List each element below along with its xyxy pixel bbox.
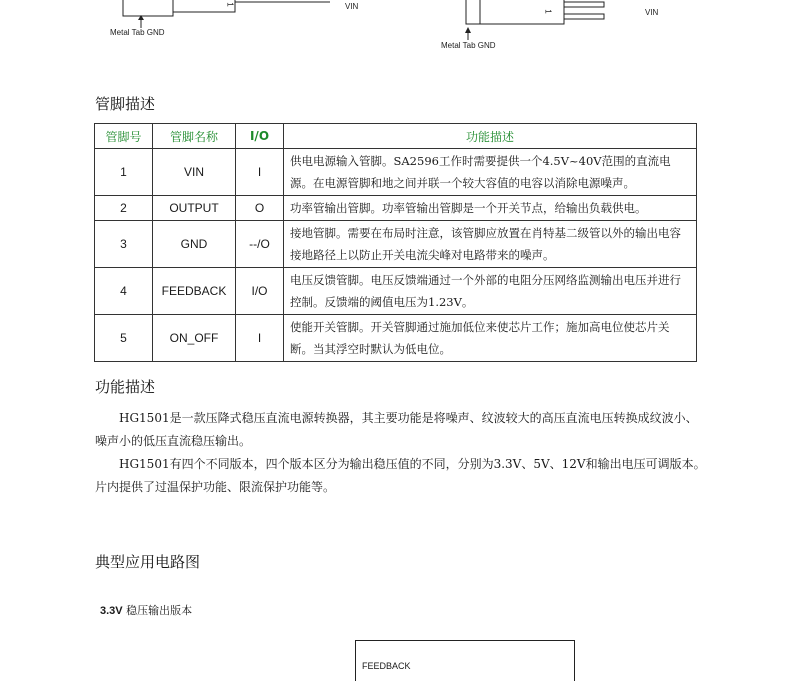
pin-io: I <box>236 315 284 362</box>
circuit-version-label: 稳压输出版本 <box>122 604 193 617</box>
package-body-left <box>123 0 173 16</box>
lead-right-2 <box>564 14 604 19</box>
function-paragraph-1: HG1501是一款压降式稳压直流电源转换器，其主要功能是将噪声、纹波较大的高压直流电压转换成纹波小、噪声小的低压直流稳压输出。 <box>95 411 698 448</box>
circuit-diagram-box <box>355 640 575 681</box>
pin-description: 功率管输出管脚。功率管输出管脚是一个开关节点，给输出负载供电。 <box>284 196 697 221</box>
circuit-section-title: 典型应用电路图 <box>95 553 201 571</box>
table-row <box>95 196 697 221</box>
package-body-right <box>466 0 480 24</box>
pin-name: ON_OFF <box>153 315 236 362</box>
pin-description: 供电电源输入管脚。SA2596工作时需要提供一个4.5V~40V范围的直流电源。在电源管脚和地之间并联一个较大容值的电容以消除电源噪声。 <box>284 149 697 196</box>
pin-section-title: 管脚描述 <box>95 95 156 113</box>
pin-number: 4 <box>95 268 153 315</box>
function-paragraph-2: HG1501有四个不同版本，四个版本区分为输出稳压值的不同，分别为3.3V、5V、12V和输出电压可调版本。片内提供了过温保护功能、限流保护功能等。 <box>95 457 706 494</box>
package-drawing-left <box>0 0 400 50</box>
pin-mark-right: 1 <box>543 9 553 14</box>
function-section-title: 功能描述 <box>95 378 156 396</box>
pin-name: FEEDBACK <box>153 268 236 315</box>
pin-name: VIN <box>153 149 236 196</box>
pin-table-header <box>95 124 697 149</box>
table-row <box>95 221 697 268</box>
table-row <box>95 315 697 362</box>
pin-mark-left: 1 <box>225 2 235 7</box>
header-pin-name: 管脚名称 <box>153 124 236 149</box>
header-function: 功能描述 <box>284 124 697 149</box>
pin-number: 1 <box>95 149 153 196</box>
header-io: I/O <box>236 124 284 149</box>
table-row <box>95 149 697 196</box>
vin-label-left: VIN <box>345 2 359 11</box>
vin-label-right: VIN <box>645 8 659 17</box>
circuit-subtitle <box>100 602 192 618</box>
arrow-head-right <box>465 27 471 33</box>
pin-description: 接地管脚。需要在布局时注意，该管脚应放置在肖特基二级管以外的输出电容接地路径上以防止开关电流尖峰对电路带来的噪声。 <box>284 221 697 268</box>
pin-name: GND <box>153 221 236 268</box>
pin-io: I/O <box>236 268 284 315</box>
metal-tab-gnd-right: Metal Tab GND <box>441 41 496 50</box>
pin-number: 5 <box>95 315 153 362</box>
pin-io: --/O <box>236 221 284 268</box>
pin-number: 2 <box>95 196 153 221</box>
pin-description: 电压反馈管脚。电压反馈端通过一个外部的电阻分压网络监测输出电压并进行控制。反馈端的阈值电压为1.23V。 <box>284 268 697 315</box>
lead-right-1 <box>564 2 604 7</box>
circuit-voltage: 3.3V <box>100 605 123 617</box>
header-pin-number: 管脚号 <box>95 124 153 149</box>
metal-tab-gnd-left: Metal Tab GND <box>110 28 165 37</box>
pin-description: 使能开关管脚。开关管脚通过施加低位来使芯片工作；施加高电位使芯片关断。当其浮空时默认为低电位。 <box>284 315 697 362</box>
feedback-label: FEEDBACK <box>362 661 411 671</box>
pin-name: OUTPUT <box>153 196 236 221</box>
pin-io: O <box>236 196 284 221</box>
table-row <box>95 268 697 315</box>
pin-io: I <box>236 149 284 196</box>
pin-number: 3 <box>95 221 153 268</box>
pin-table <box>94 123 697 362</box>
